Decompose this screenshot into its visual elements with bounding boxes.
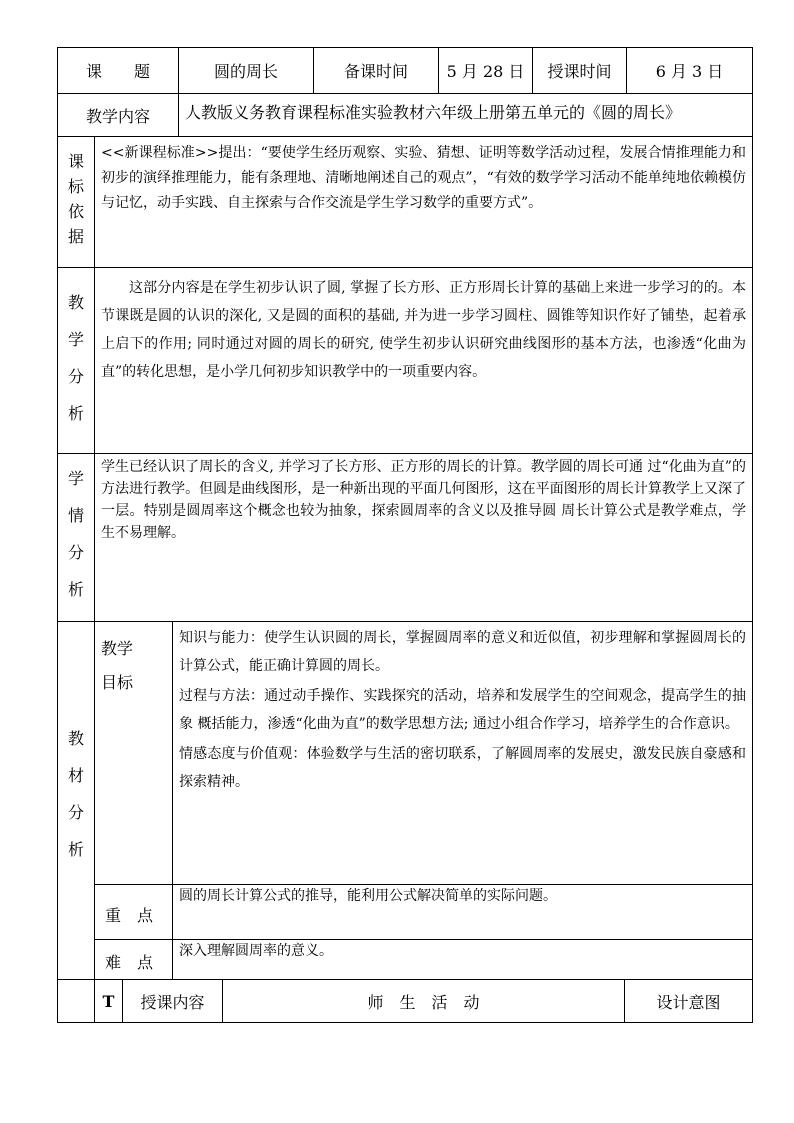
standard-label-char: 据 [67,227,84,246]
teaching-analysis-text: 这部分内容是在学生初步认识了圆, 掌握了长方形、正方形周长计算的基础上来进一步学习的的。本节课既是圆的认识的深化, 又是圆的面积的基础, 并为进一步学习圆柱、圆锥等知识作好了铺垫，起着承上启下的作用; 同时通过对圆的周长的研究, 使学生初步认识研究曲线图形的基本方法，也渗透“化曲为直”的转化思想，是小学几何初步知识教学中的一项重要内容。 [101,280,746,380]
goals-label-line: 目标 [101,673,134,692]
student-analysis-text: 学生已经认识了周长的含义, 并学习了长方形、正方形的周长的计算。教学圆的周长可通 过“化曲为直”的方法进行教学。但圆是曲线图形，是一种新出现的平面几何图形，这在平面图形的周长计算教学上又深了一层。特别是圆周率这个概念也较为抽象，探索圆周率的含义以及推导圆 周长计算公式是教学难点，学生不易理解。 [101,459,746,541]
standard-label [58,137,95,267]
key-point-label: 重 点 [95,885,173,939]
content-label: 教学内容 [58,94,179,136]
header-row [57,47,753,93]
student-analysis-label-char: 析 [67,580,84,599]
teaching-analysis-label-char: 教 [67,293,84,312]
standard-row [57,136,753,267]
activity-header-row [57,979,753,1023]
goal-emotion: 情感态度与价值观：体验数学与生活的密切联系，了解圆周率的发展史，激发民族自豪感和探索精神。 [179,746,746,790]
goal-knowledge: 知识与能力：使学生认识圆的周长，掌握圆周率的意义和近似值，初步理解和掌握圆周长的计算公式，能正确计算圆的周长。 [179,630,746,674]
material-analysis-label-char: 析 [67,840,84,859]
blank-cell [58,980,95,1022]
difficulty-label: 难 点 [95,940,173,980]
goal-process: 过程与方法：通过动手操作、实践探究的活动，培养和发展学生的空间观念，提高学生的抽象 概括能力，渗透“化曲为直”的数学思想方法; 通过小组合作学习，培养学生的合作意识。 [179,688,746,732]
goals-content [173,622,752,884]
material-analysis-label-char: 材 [67,766,84,785]
difficulty-text: 深入理解圆周率的意义。 [179,943,333,959]
difficulty-subrow [95,940,752,980]
material-analysis-label-char: 教 [67,729,84,748]
material-analysis-label [58,622,95,979]
prep-time-label: 备课时间 [314,48,439,93]
teaching-analysis-label-char: 学 [67,330,84,349]
teach-time-value: 6 月 3 日 [655,62,724,81]
teaching-analysis-row [57,267,753,453]
content-text: 人教版义务教育课程标准实验教材六年级上册第五单元的《圆的周长》 [185,103,682,122]
student-analysis-row [57,453,753,621]
standard-text: <<新课程标准>>提出：“要使学生经历观察、实验、猜想、证明等数学活动过程，发展合情推理能力和初步的演绎推理能力，能有条理地、清晰地阐述自己的观点”，“有效的数学学习活动不能单纯地依赖模仿与记忆，动手实践、自主探索与合作交流是学生学习数学的重要方式”。 [101,145,746,211]
student-analysis-label-char: 学 [67,469,84,488]
topic-value: 圆的周长 [179,48,314,93]
student-analysis-label-char: 情 [67,506,84,525]
goals-label-line: 教学 [101,639,134,658]
goals-label [95,622,173,884]
design-intent-label: 设计意图 [656,992,721,1012]
topic-label: 课 题 [58,48,179,93]
prep-time-value: 5 月 28 日 [439,48,533,93]
goals-subrow [95,622,752,885]
teaching-analysis-label-char: 析 [67,404,84,423]
content-row [57,93,753,136]
standard-label-char: 课 [67,152,84,171]
key-point-text: 圆的周长计算公式的推导，能利用公式解决简单的实际问题。 [179,888,557,904]
activity-label: 师 生 活 动 [223,980,625,1022]
teaching-analysis-label-char: 分 [67,367,84,386]
lesson-plan-table [57,47,753,1023]
key-point-subrow [95,885,752,940]
material-analysis-label-char: 分 [67,803,84,822]
student-analysis-label [58,454,95,621]
teach-time-label: 授课时间 [533,48,627,93]
standard-label-char: 依 [67,202,84,221]
lesson-content-label: 授课内容 [123,980,223,1022]
student-analysis-label-char: 分 [67,543,84,562]
material-analysis-row [57,621,753,979]
teaching-analysis-label [58,268,95,453]
standard-label-char: 标 [67,177,84,196]
t-label: T [95,980,123,1022]
